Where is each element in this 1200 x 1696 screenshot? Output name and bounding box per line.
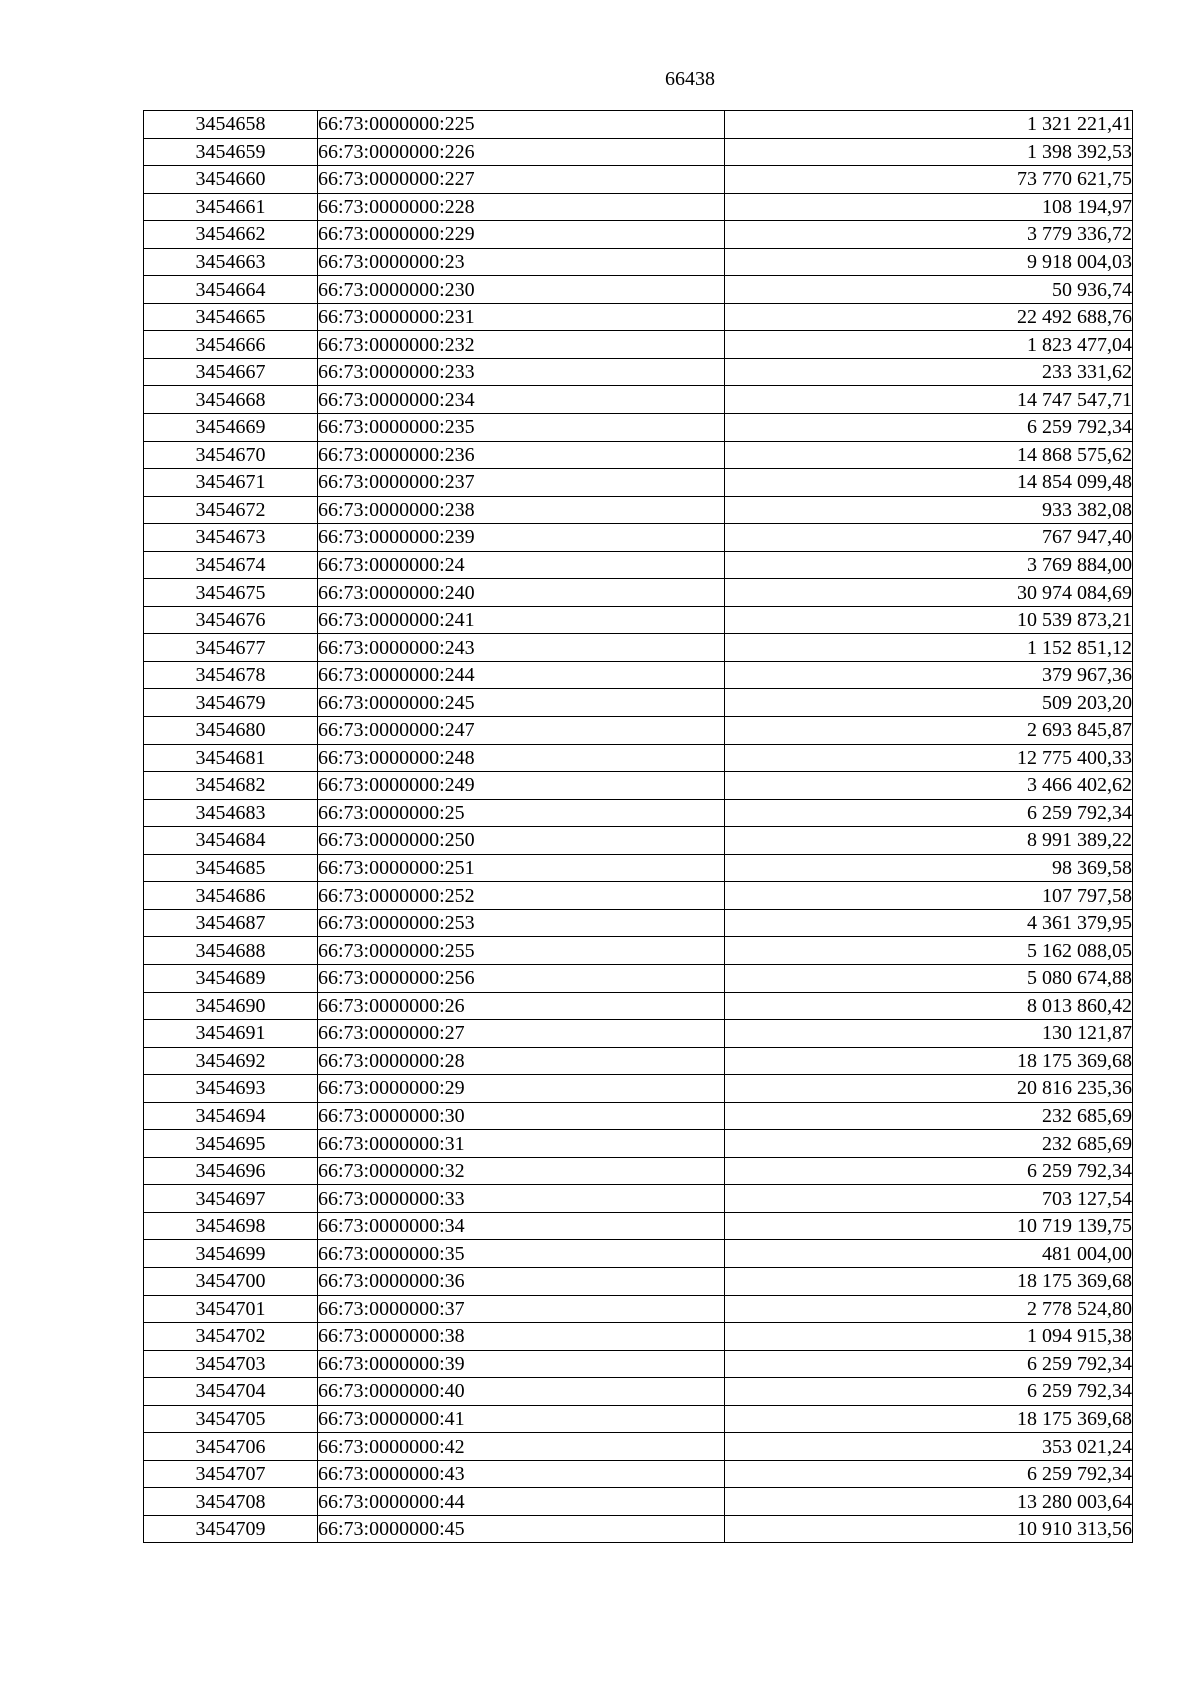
cadastral-number-cell: 66:73:0000000:41 <box>318 1405 725 1433</box>
table-row <box>144 964 1133 992</box>
row-id-cell: 3454706 <box>144 1433 318 1461</box>
table-row <box>144 386 1133 414</box>
cadastral-value-cell: 18 175 369,68 <box>725 1047 1133 1075</box>
table-row <box>144 1433 1133 1461</box>
table-row <box>144 138 1133 166</box>
table-row <box>144 303 1133 331</box>
cadastral-value-cell: 20 816 235,36 <box>725 1075 1133 1103</box>
row-id-cell: 3454708 <box>144 1488 318 1516</box>
row-id-cell: 3454673 <box>144 524 318 552</box>
row-id-cell: 3454688 <box>144 937 318 965</box>
table-row <box>144 1295 1133 1323</box>
cadastral-value-cell: 1 398 392,53 <box>725 138 1133 166</box>
table-row <box>144 827 1133 855</box>
row-id-cell: 3454686 <box>144 882 318 910</box>
table-row <box>144 111 1133 139</box>
table-row <box>144 661 1133 689</box>
table-row <box>144 1130 1133 1158</box>
cadastral-number-cell: 66:73:0000000:35 <box>318 1240 725 1268</box>
cadastral-value-cell: 13 280 003,64 <box>725 1488 1133 1516</box>
row-id-cell: 3454689 <box>144 964 318 992</box>
cadastral-value-cell: 1 321 221,41 <box>725 111 1133 139</box>
cadastral-number-cell: 66:73:0000000:252 <box>318 882 725 910</box>
table-row <box>144 358 1133 386</box>
row-id-cell: 3454674 <box>144 551 318 579</box>
cadastral-value-cell: 6 259 792,34 <box>725 1460 1133 1488</box>
row-id-cell: 3454684 <box>144 827 318 855</box>
cadastral-number-cell: 66:73:0000000:251 <box>318 854 725 882</box>
table-row <box>144 689 1133 717</box>
cadastral-value-cell: 6 259 792,34 <box>725 1157 1133 1185</box>
cadastral-value-cell: 14 854 099,48 <box>725 469 1133 497</box>
cadastral-number-cell: 66:73:0000000:249 <box>318 772 725 800</box>
cadastral-value-cell: 233 331,62 <box>725 358 1133 386</box>
table-row <box>144 606 1133 634</box>
row-id-cell: 3454693 <box>144 1075 318 1103</box>
page-number: 66438 <box>665 68 715 90</box>
cadastral-number-cell: 66:73:0000000:44 <box>318 1488 725 1516</box>
cadastral-number-cell: 66:73:0000000:229 <box>318 221 725 249</box>
table-row <box>144 1378 1133 1406</box>
cadastral-value-cell: 509 203,20 <box>725 689 1133 717</box>
cadastral-value-cell: 5 162 088,05 <box>725 937 1133 965</box>
table-row <box>144 1405 1133 1433</box>
cadastral-number-cell: 66:73:0000000:233 <box>318 358 725 386</box>
row-id-cell: 3454676 <box>144 606 318 634</box>
cadastral-value-cell: 2 778 524,80 <box>725 1295 1133 1323</box>
table-row <box>144 1460 1133 1488</box>
table-row <box>144 1212 1133 1240</box>
row-id-cell: 3454695 <box>144 1130 318 1158</box>
cadastral-number-cell: 66:73:0000000:237 <box>318 469 725 497</box>
cadastral-number-cell: 66:73:0000000:236 <box>318 441 725 469</box>
cadastral-value-cell: 8 991 389,22 <box>725 827 1133 855</box>
row-id-cell: 3454669 <box>144 414 318 442</box>
cadastral-number-cell: 66:73:0000000:39 <box>318 1350 725 1378</box>
cadastral-value-cell: 933 382,08 <box>725 496 1133 524</box>
cadastral-number-cell: 66:73:0000000:43 <box>318 1460 725 1488</box>
table-row <box>144 1020 1133 1048</box>
cadastral-value-cell: 9 918 004,03 <box>725 248 1133 276</box>
row-id-cell: 3454681 <box>144 744 318 772</box>
cadastral-value-cell: 18 175 369,68 <box>725 1267 1133 1295</box>
cadastral-number-cell: 66:73:0000000:226 <box>318 138 725 166</box>
cadastral-number-cell: 66:73:0000000:28 <box>318 1047 725 1075</box>
row-id-cell: 3454660 <box>144 166 318 194</box>
cadastral-number-cell: 66:73:0000000:234 <box>318 386 725 414</box>
cadastral-value-cell: 481 004,00 <box>725 1240 1133 1268</box>
table-row <box>144 882 1133 910</box>
table-row <box>144 469 1133 497</box>
cadastral-value-cell: 6 259 792,34 <box>725 1350 1133 1378</box>
cadastral-value-cell: 767 947,40 <box>725 524 1133 552</box>
row-id-cell: 3454687 <box>144 909 318 937</box>
table-row <box>144 193 1133 221</box>
row-id-cell: 3454683 <box>144 799 318 827</box>
cadastral-value-cell: 1 823 477,04 <box>725 331 1133 359</box>
cadastral-number-cell: 66:73:0000000:32 <box>318 1157 725 1185</box>
cadastral-value-cell: 3 769 884,00 <box>725 551 1133 579</box>
cadastral-value-cell: 703 127,54 <box>725 1185 1133 1213</box>
cadastral-number-cell: 66:73:0000000:241 <box>318 606 725 634</box>
cadastral-value-cell: 10 539 873,21 <box>725 606 1133 634</box>
row-id-cell: 3454699 <box>144 1240 318 1268</box>
cadastral-number-cell: 66:73:0000000:227 <box>318 166 725 194</box>
cadastral-number-cell: 66:73:0000000:45 <box>318 1515 725 1543</box>
table-row <box>144 717 1133 745</box>
cadastral-value-cell: 18 175 369,68 <box>725 1405 1133 1433</box>
cadastral-number-cell: 66:73:0000000:248 <box>318 744 725 772</box>
table-row <box>144 441 1133 469</box>
row-id-cell: 3454664 <box>144 276 318 304</box>
cadastral-number-cell: 66:73:0000000:29 <box>318 1075 725 1103</box>
row-id-cell: 3454658 <box>144 111 318 139</box>
table-row <box>144 496 1133 524</box>
cadastral-number-cell: 66:73:0000000:244 <box>318 661 725 689</box>
cadastral-value-cell: 3 466 402,62 <box>725 772 1133 800</box>
cadastral-value-cell: 4 361 379,95 <box>725 909 1133 937</box>
cadastral-value-cell: 3 779 336,72 <box>725 221 1133 249</box>
row-id-cell: 3454678 <box>144 661 318 689</box>
row-id-cell: 3454691 <box>144 1020 318 1048</box>
cadastral-value-cell: 130 121,87 <box>725 1020 1133 1048</box>
cadastral-value-cell: 1 152 851,12 <box>725 634 1133 662</box>
cadastral-number-cell: 66:73:0000000:256 <box>318 964 725 992</box>
cadastral-number-cell: 66:73:0000000:36 <box>318 1267 725 1295</box>
cadastral-value-cell: 98 369,58 <box>725 854 1133 882</box>
cadastral-value-cell: 108 194,97 <box>725 193 1133 221</box>
table-row <box>144 414 1133 442</box>
row-id-cell: 3454672 <box>144 496 318 524</box>
table-row <box>144 772 1133 800</box>
cadastral-number-cell: 66:73:0000000:238 <box>318 496 725 524</box>
cadastral-value-cell: 14 868 575,62 <box>725 441 1133 469</box>
cadastral-number-cell: 66:73:0000000:38 <box>318 1323 725 1351</box>
cadastral-number-cell: 66:73:0000000:228 <box>318 193 725 221</box>
cadastral-value-cell: 10 719 139,75 <box>725 1212 1133 1240</box>
row-id-cell: 3454677 <box>144 634 318 662</box>
cadastral-number-cell: 66:73:0000000:37 <box>318 1295 725 1323</box>
cadastral-number-cell: 66:73:0000000:243 <box>318 634 725 662</box>
row-id-cell: 3454666 <box>144 331 318 359</box>
row-id-cell: 3454700 <box>144 1267 318 1295</box>
cadastral-value-cell: 6 259 792,34 <box>725 414 1133 442</box>
cadastral-number-cell: 66:73:0000000:253 <box>318 909 725 937</box>
row-id-cell: 3454690 <box>144 992 318 1020</box>
row-id-cell: 3454671 <box>144 469 318 497</box>
row-id-cell: 3454685 <box>144 854 318 882</box>
cadastral-value-cell: 379 967,36 <box>725 661 1133 689</box>
cadastral-number-cell: 66:73:0000000:30 <box>318 1102 725 1130</box>
cadastral-value-cell: 232 685,69 <box>725 1102 1133 1130</box>
cadastral-number-cell: 66:73:0000000:245 <box>318 689 725 717</box>
row-id-cell: 3454701 <box>144 1295 318 1323</box>
row-id-cell: 3454704 <box>144 1378 318 1406</box>
table-row <box>144 744 1133 772</box>
table-row <box>144 551 1133 579</box>
table-row <box>144 166 1133 194</box>
cadastral-value-cell: 73 770 621,75 <box>725 166 1133 194</box>
table-row <box>144 331 1133 359</box>
row-id-cell: 3454682 <box>144 772 318 800</box>
table-row <box>144 1267 1133 1295</box>
cadastral-value-cell: 14 747 547,71 <box>725 386 1133 414</box>
row-id-cell: 3454675 <box>144 579 318 607</box>
row-id-cell: 3454679 <box>144 689 318 717</box>
table-row <box>144 1515 1133 1543</box>
row-id-cell: 3454667 <box>144 358 318 386</box>
cadastral-value-cell: 50 936,74 <box>725 276 1133 304</box>
cadastral-number-cell: 66:73:0000000:235 <box>318 414 725 442</box>
cadastral-number-cell: 66:73:0000000:27 <box>318 1020 725 1048</box>
cadastral-value-table <box>143 110 1133 1543</box>
row-id-cell: 3454663 <box>144 248 318 276</box>
table-row <box>144 992 1133 1020</box>
table-body <box>144 111 1133 1543</box>
cadastral-value-cell: 5 080 674,88 <box>725 964 1133 992</box>
row-id-cell: 3454707 <box>144 1460 318 1488</box>
row-id-cell: 3454668 <box>144 386 318 414</box>
table-row <box>144 1488 1133 1516</box>
cadastral-value-cell: 107 797,58 <box>725 882 1133 910</box>
cadastral-number-cell: 66:73:0000000:25 <box>318 799 725 827</box>
row-id-cell: 3454670 <box>144 441 318 469</box>
cadastral-number-cell: 66:73:0000000:231 <box>318 303 725 331</box>
row-id-cell: 3454698 <box>144 1212 318 1240</box>
row-id-cell: 3454702 <box>144 1323 318 1351</box>
cadastral-value-cell: 8 013 860,42 <box>725 992 1133 1020</box>
table-row <box>144 1350 1133 1378</box>
cadastral-number-cell: 66:73:0000000:225 <box>318 111 725 139</box>
cadastral-value-cell: 1 094 915,38 <box>725 1323 1133 1351</box>
cadastral-value-cell: 6 259 792,34 <box>725 799 1133 827</box>
row-id-cell: 3454709 <box>144 1515 318 1543</box>
row-id-cell: 3454705 <box>144 1405 318 1433</box>
row-id-cell: 3454659 <box>144 138 318 166</box>
cadastral-number-cell: 66:73:0000000:247 <box>318 717 725 745</box>
table-row <box>144 1185 1133 1213</box>
row-id-cell: 3454694 <box>144 1102 318 1130</box>
table-row <box>144 854 1133 882</box>
cadastral-value-cell: 22 492 688,76 <box>725 303 1133 331</box>
table-row <box>144 579 1133 607</box>
cadastral-value-cell: 30 974 084,69 <box>725 579 1133 607</box>
row-id-cell: 3454696 <box>144 1157 318 1185</box>
cadastral-number-cell: 66:73:0000000:240 <box>318 579 725 607</box>
cadastral-number-cell: 66:73:0000000:250 <box>318 827 725 855</box>
table-row <box>144 276 1133 304</box>
cadastral-number-cell: 66:73:0000000:255 <box>318 937 725 965</box>
table-row <box>144 909 1133 937</box>
cadastral-value-cell: 2 693 845,87 <box>725 717 1133 745</box>
table-row <box>144 248 1133 276</box>
table-row <box>144 1047 1133 1075</box>
cadastral-number-cell: 66:73:0000000:34 <box>318 1212 725 1240</box>
row-id-cell: 3454662 <box>144 221 318 249</box>
cadastral-value-cell: 12 775 400,33 <box>725 744 1133 772</box>
table-row <box>144 1157 1133 1185</box>
cadastral-value-cell: 232 685,69 <box>725 1130 1133 1158</box>
table-row <box>144 1323 1133 1351</box>
table-row <box>144 937 1133 965</box>
cadastral-number-cell: 66:73:0000000:23 <box>318 248 725 276</box>
table-row <box>144 1240 1133 1268</box>
cadastral-value-cell: 353 021,24 <box>725 1433 1133 1461</box>
cadastral-value-cell: 6 259 792,34 <box>725 1378 1133 1406</box>
row-id-cell: 3454661 <box>144 193 318 221</box>
table-row <box>144 524 1133 552</box>
row-id-cell: 3454692 <box>144 1047 318 1075</box>
cadastral-number-cell: 66:73:0000000:230 <box>318 276 725 304</box>
row-id-cell: 3454680 <box>144 717 318 745</box>
cadastral-value-cell: 10 910 313,56 <box>725 1515 1133 1543</box>
row-id-cell: 3454665 <box>144 303 318 331</box>
table-row <box>144 1075 1133 1103</box>
cadastral-number-cell: 66:73:0000000:42 <box>318 1433 725 1461</box>
table-row <box>144 1102 1133 1130</box>
cadastral-number-cell: 66:73:0000000:24 <box>318 551 725 579</box>
cadastral-number-cell: 66:73:0000000:31 <box>318 1130 725 1158</box>
table-row <box>144 799 1133 827</box>
table-row <box>144 634 1133 662</box>
row-id-cell: 3454703 <box>144 1350 318 1378</box>
row-id-cell: 3454697 <box>144 1185 318 1213</box>
table-row <box>144 221 1133 249</box>
cadastral-number-cell: 66:73:0000000:239 <box>318 524 725 552</box>
cadastral-number-cell: 66:73:0000000:26 <box>318 992 725 1020</box>
cadastral-number-cell: 66:73:0000000:40 <box>318 1378 725 1406</box>
cadastral-number-cell: 66:73:0000000:33 <box>318 1185 725 1213</box>
cadastral-number-cell: 66:73:0000000:232 <box>318 331 725 359</box>
